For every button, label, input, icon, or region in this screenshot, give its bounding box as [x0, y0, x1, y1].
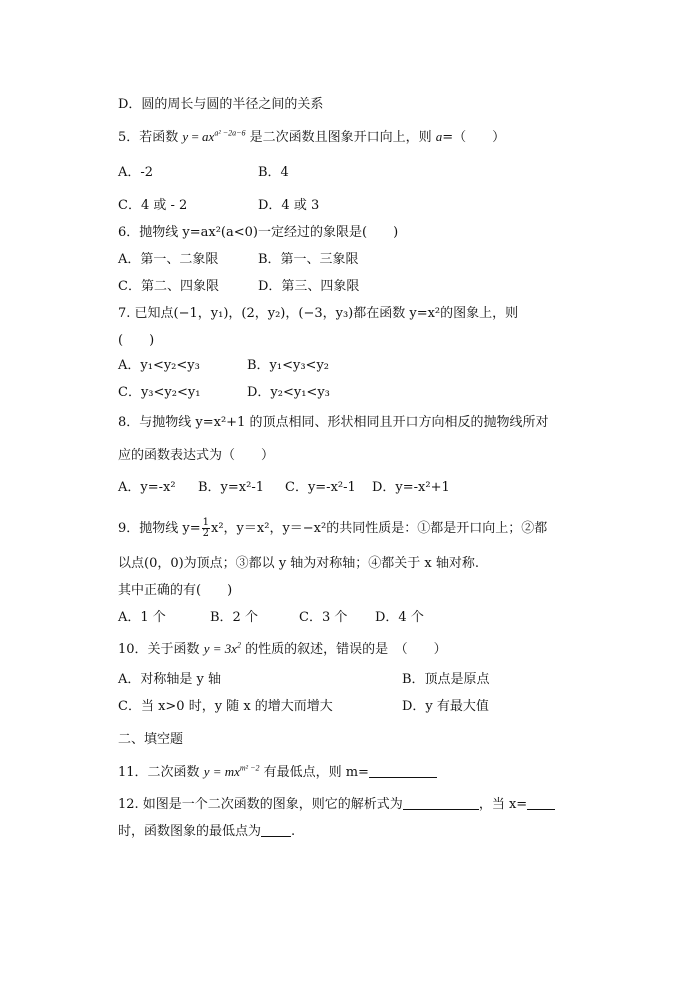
question-8-line2: 应的函数表达式为（ ）: [118, 448, 275, 463]
q6-option-c: C．第二、四象限: [118, 279, 219, 294]
q5-var: a: [435, 129, 443, 144]
question-12-line2: [118, 823, 295, 841]
q5-option-a: A．-2: [118, 165, 154, 180]
q10-exponent: 2: [237, 640, 241, 650]
q9-option-c: C．3 个: [299, 610, 348, 625]
q9-fraction: [202, 518, 210, 539]
q8-option-a: A．y=-x²: [118, 480, 176, 495]
question-11: [118, 763, 437, 782]
q12-expression-blank[interactable]: [403, 796, 479, 810]
question-10: [118, 640, 447, 659]
q5-math-y: y: [182, 129, 189, 144]
q11-exponent: m² −2: [239, 763, 260, 773]
q12-text-b: ，当 x=: [478, 797, 528, 812]
question-5: [118, 128, 505, 147]
q11-suffix: 有最低点，则 m=: [259, 765, 369, 780]
q7-option-a: A．y₁<y₂<y₃: [118, 358, 200, 373]
q5-tail: =（ ）: [442, 130, 506, 145]
q8-option-b: B．y=x²-1: [198, 480, 264, 495]
question-9-line2: 以点(0，0)为顶点；③都以 y 轴为对称轴；④都关于 x 轴对称.: [118, 556, 480, 571]
q12-text-d: .: [291, 824, 296, 839]
question-6: 6．抛物线 y=ax²(a<0)一定经过的象限是( ): [118, 225, 399, 240]
q7-option-b: B．y₁<y₃<y₂: [247, 358, 330, 373]
q6-option-b: B．第一、三象限: [258, 252, 359, 267]
q6-option-d: D．第三、四象限: [258, 279, 360, 294]
q5-math-ax: ax: [202, 129, 215, 144]
q10-option-b: B．顶点是原点: [402, 672, 490, 687]
q5-suffix: 是二次函数且图象开口向上，则: [245, 130, 436, 145]
q5-math-eq: =: [188, 129, 203, 144]
q8-option-d: D．y=-x²+1: [372, 480, 450, 495]
q5-option-d: D．4 或 3: [258, 198, 320, 213]
q12-text-a: 12. 如图是一个二次函数的图象，则它的解析式为: [118, 797, 403, 812]
q4-option-d: D．圆的周长与圆的半径之间的关系: [118, 97, 324, 112]
q10-prefix: 10．关于函数: [118, 642, 204, 657]
q9-fraction-denominator: 2: [202, 528, 210, 539]
q5-exponent: a² −2a−6: [214, 128, 246, 138]
q10-option-d: D．y 有最大值: [402, 699, 489, 714]
q7-option-c: C．y₃<y₂<y₁: [118, 385, 201, 400]
question-7-brackets: ( ): [118, 333, 155, 348]
q12-x-blank[interactable]: [527, 796, 555, 810]
question-9: [118, 518, 547, 539]
q12-lowest-point-blank[interactable]: [261, 823, 291, 837]
question-12: [118, 796, 555, 814]
section-fill-in-heading: 二、填空题: [118, 732, 184, 747]
q7-option-d: D．y₂<y₁<y₃: [247, 385, 330, 400]
question-9-line3: 其中正确的有( ): [118, 583, 233, 598]
q9-option-b: B．2 个: [210, 610, 258, 625]
q5-prefix: 5．若函数: [118, 130, 183, 145]
q8-option-c: C．y=-x²-1: [285, 480, 356, 495]
q10-suffix: 的性质的叙述，错误的是 （ ）: [241, 642, 447, 657]
q9-prefix: 9．抛物线 y=: [118, 521, 201, 536]
question-8: 8．与抛物线 y=x²+1 的顶点相同、形状相同且开口方向相反的抛物线所对: [118, 415, 549, 430]
q10-option-a: A．对称轴是 y 轴: [118, 672, 221, 687]
q10-option-c: C．当 x>0 时，y 随 x 的增大而增大: [118, 699, 333, 714]
q9-fraction-numerator: 1: [202, 517, 210, 528]
q6-option-a: A．第一、二象限: [118, 252, 219, 267]
q11-math: y = mx: [203, 764, 240, 779]
q9-option-d: D．4 个: [375, 610, 424, 625]
q5-option-c: C．4 或 - 2: [118, 198, 188, 213]
question-7: 7. 已知点(−1，y₁)，(2，y₂)，(−3，y₃)都在函数 y=x²的图象上，则: [118, 306, 519, 321]
q10-math: y = 3x: [203, 641, 237, 656]
q11-prefix: 11．二次函数: [118, 765, 204, 780]
q11-answer-blank[interactable]: [369, 764, 437, 778]
q12-text-c: 时，函数图象的最低点为: [118, 824, 262, 839]
q9-suffix: x²，y＝x²，y＝−x²的共同性质是：①都是开口向上；②都: [211, 521, 548, 536]
q5-option-b: B．4: [258, 165, 289, 180]
q9-option-a: A．1 个: [118, 610, 166, 625]
